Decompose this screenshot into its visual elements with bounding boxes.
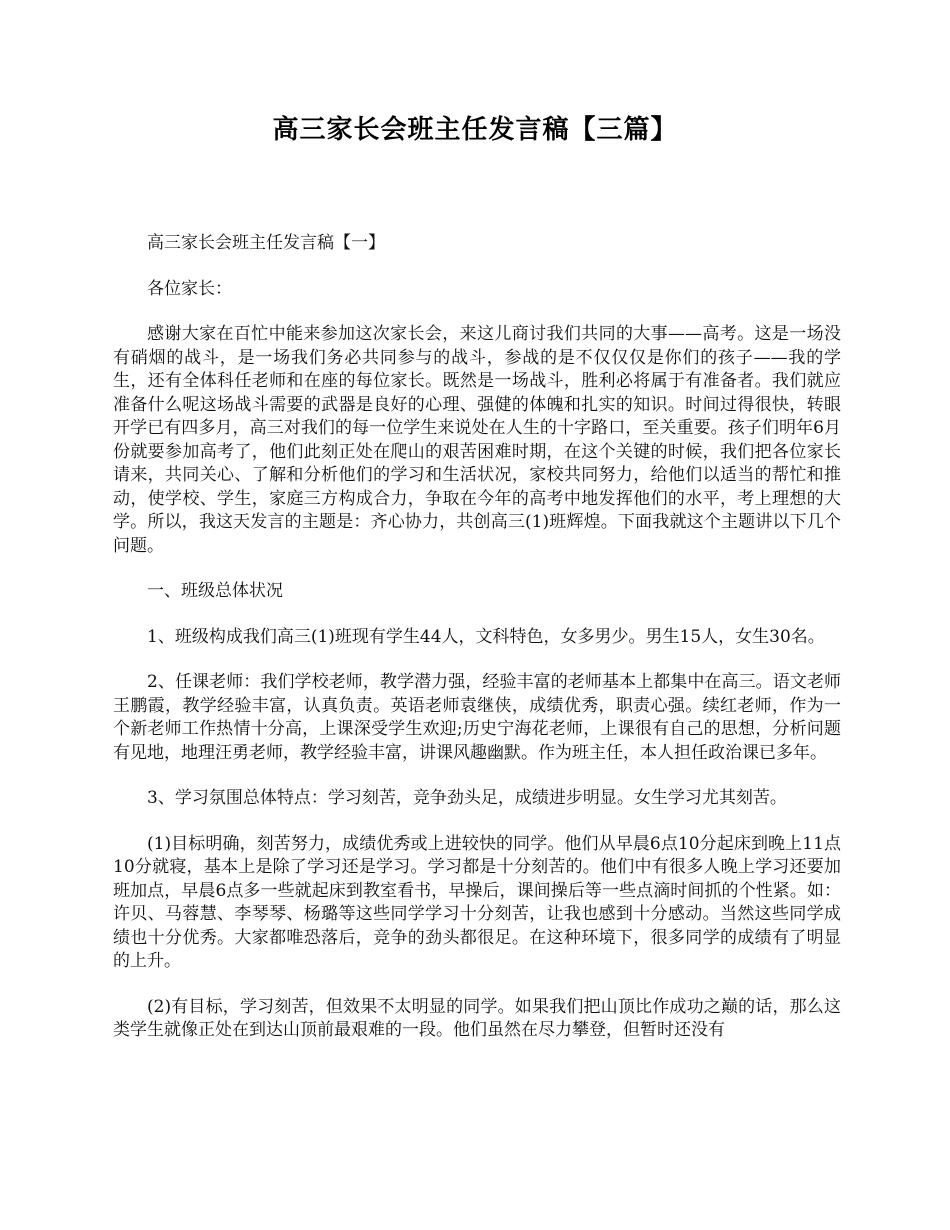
salutation: 各位家长：: [147, 278, 232, 299]
paragraph-intro: 感谢大家在百忙中能来参加这次家长会，来这儿商讨我们共同的大事——高考。这是一场没有硝烟的战斗，是一场我们务必共同参与的战斗，参战的是不仅仅仅是你们的孩子——我的学生，还有全体科任老师和在座的每位家长。既然是一场战斗，胜利必将属于有准备者。我们就应准备什么呢这场战斗需要的武器是良好的心理、强健的体魄和扎实的知识。时间过得很快，转眼开学已有四多月，高三对我们的每一位学生来说处在人生的十字路口，至关重要。孩子们明年6月份就要参加高考了，他们此刻正处在爬山的艰苦困难时期，在这个关键的时候，我们把各位家长请来，共同关心、了解和分析他们的学习和生活状况，家校共同努力，给他们以适当的帮忙和推动，使学校、学生，家庭三方构成合力，争取在今年的高考中地发挥他们的水平，考上理想的大学。所以，我这天发言的主题是：齐心协力，共创高三(1)班辉煌。下面我就这个主题讲以下几个问题。: [113, 324, 841, 556]
paragraph-class-composition: 1、班级构成我们高三(1)班现有学生44人，文科特色，女多男少。男生15人，女生30名。: [147, 626, 825, 647]
paragraph-teachers: 2、任课老师：我们学校老师，教学潜力强，经验丰富的老师基本上都集中在高三。语文老师王鹏霞，教学经验丰富，认真负责。英语老师袁继侠，成绩优秀，职责心强。续红老师，作为一个新老师工作热情十分高，上课深受学生欢迎;历史宁海花老师，上课很有自己的思想，分析问题有见地，地理汪勇老师，教学经验丰富，讲课风趣幽默。作为班主任，本人担任政治课已多年。: [113, 672, 841, 763]
section-heading-part-one: 高三家长会班主任发言稿【一】: [147, 233, 385, 253]
document-title: 高三家长会班主任发言稿【三篇】: [272, 115, 678, 145]
section-heading-class-overview: 一、班级总体状况: [147, 581, 283, 601]
paragraph-study-atmosphere: 3、学习氛围总体特点：学习刻苦，竞争劲头足，成绩进步明显。女生学习尤其刻苦。: [147, 788, 787, 808]
document-body: [113, 232, 841, 1065]
paragraph-group-one: (1)目标明确，刻苦努力，成绩优秀或上进较快的同学。他们从早晨6点10分起床到晚上11点10分就寝，基本上是除了学习还是学习。学习都是十分刻苦的。他们中有很多人晚上学习还要加班加点，早晨6点多一些就起床到教室看书，早操后，课间操后等一些点滴时间抓的个性紧。如：许贝、马蓉慧、李琴琴、杨璐等这些同学学习十分刻苦，让我也感到十分感动。当然这些同学成绩也十分优秀。大家都唯恐落后，竞争的劲头都很足。在这种环境下，很多同学的成绩有了明显的上升。: [113, 833, 841, 971]
paragraph-group-two: (2)有目标，学习刻苦，但效果不太明显的同学。如果我们把山顶比作成功之巅的话，那么这类学生就像正处在到达山顶前最艰难的一段。他们虽然在尽力攀登，但暂时还没有: [113, 996, 841, 1040]
